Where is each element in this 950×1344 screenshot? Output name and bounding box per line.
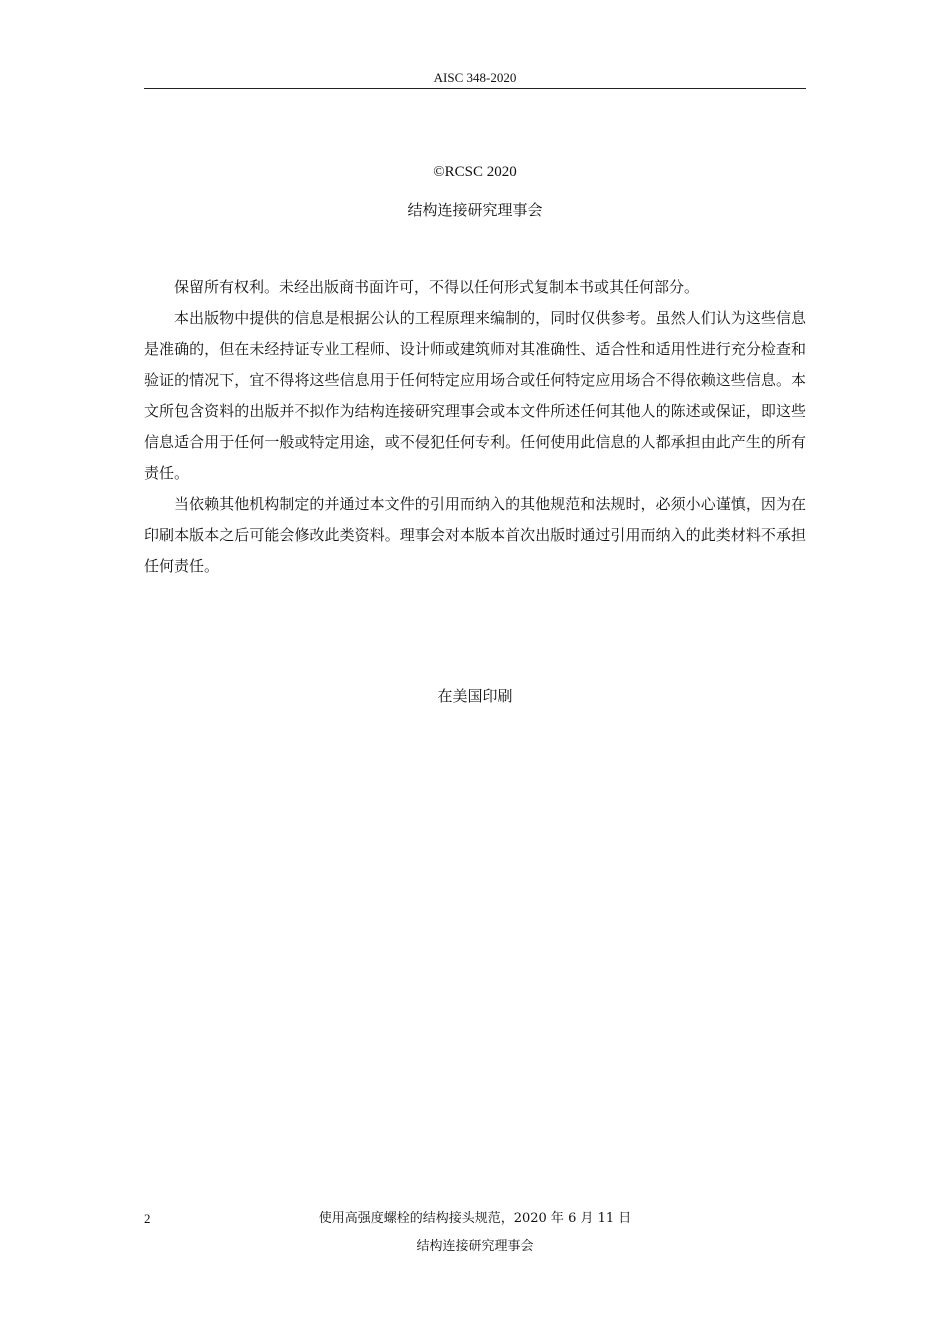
header-title: AISC 348-2020 — [433, 70, 517, 85]
paragraph-referenced-standards: 当依赖其他机构制定的并通过本文件的引用而纳入的其他规范和法规时，必须小心谨慎，因为在印刷本版本之后可能会修改此类资料。理事会对本版本首次出版时通过引用而纳入的此类材料不承担任何责任。 — [144, 495, 806, 575]
page-number: 2 — [144, 1211, 151, 1226]
page-header — [144, 70, 806, 89]
printed-in-notice: 在美国印刷 — [437, 687, 513, 705]
copyright-notice: ©RCSC 2020 — [433, 164, 517, 180]
organization-name: 结构连接研究理事会 — [407, 201, 543, 219]
legal-notice-body — [144, 272, 806, 582]
paragraph-disclaimer: 本出版物中提供的信息是根据公认的工程原理来编制的，同时仅供参考。虽然人们认为这些信息是准确的，但在未经持证专业工程师、设计师或建筑师对其准确性、适合性和适用性进行充分检查和验证的情况下，宜不得将这些信息用于任何特定应用场合或任何特定应用场合不得依赖这些信息。本文所包含资料的出版并不拟作为结构连接研究理事会或本文件所述任何其他人的陈述或保证，即这些信息适合用于任何一般或特定用途，或不侵犯任何专利。任何使用此信息的人都承担由此产生的所有责任。 — [144, 309, 806, 482]
footer-organization: 结构连接研究理事会 — [416, 1239, 534, 1254]
paragraph-rights-reserved: 保留所有权利。未经出版商书面许可，不得以任何形式复制本书或其任何部分。 — [174, 278, 700, 296]
footer-title: 使用高强度螺栓的结构接头规范，2020 年 6 月 11 日 — [318, 1211, 632, 1226]
